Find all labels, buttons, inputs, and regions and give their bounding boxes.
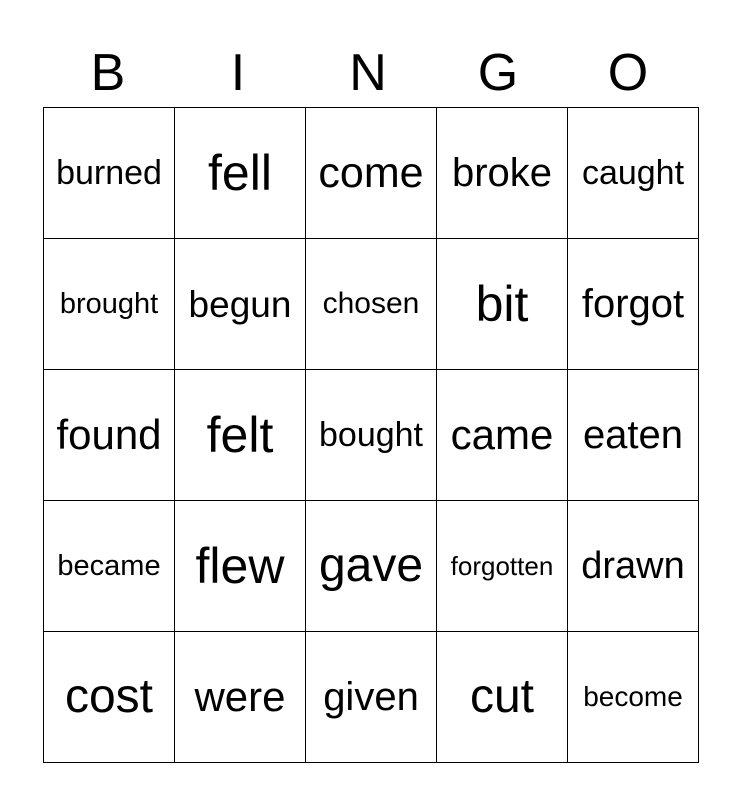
bingo-cell[interactable] [175,632,306,763]
bingo-cell-word: broke [451,151,553,195]
bingo-cell[interactable] [175,501,306,632]
bingo-cell[interactable] [44,501,175,632]
bingo-cell[interactable] [437,108,568,239]
bingo-cell-word: flew [195,538,285,594]
bingo-cell-word: gave [318,539,424,592]
bingo-cell-word: cost [64,670,154,723]
bingo-board [43,107,699,763]
bingo-cell[interactable] [437,632,568,763]
bingo-cell-word: found [56,411,162,458]
bingo-cell-word: drawn [581,545,685,587]
board-row [44,501,699,632]
bingo-cell[interactable] [306,239,437,370]
bingo-cell-word: chosen [322,287,420,320]
header-letter-o: O [607,44,649,102]
bingo-cell[interactable] [568,501,699,632]
header-letter-n: N [349,44,387,102]
bingo-cell-word: given [323,675,419,719]
board-row [44,632,699,763]
bingo-cell[interactable] [306,632,437,763]
bingo-header [43,40,693,106]
bingo-cell-word: come [318,148,424,197]
bingo-cell-word: bit [475,276,529,332]
bingo-cell-word: became [57,549,161,582]
bingo-cell-word: cut [469,670,535,723]
bingo-cell[interactable] [306,370,437,501]
bingo-cell-word: were [194,673,286,720]
bingo-cell-word: eaten [582,413,684,457]
bingo-cell-word: fell [208,145,272,201]
bingo-cell[interactable] [306,108,437,239]
board-row [44,108,699,239]
bingo-cell[interactable] [568,108,699,239]
bingo-cell-word: felt [206,407,274,463]
board-row [44,239,699,370]
bingo-cell-word: brought [59,287,159,320]
bingo-cell-word: caught [581,154,685,192]
bingo-cell[interactable] [437,370,568,501]
bingo-cell-word: begun [188,283,292,325]
header-letter-i: I [230,44,246,102]
bingo-cell[interactable] [44,632,175,763]
bingo-cell[interactable] [306,501,437,632]
header-letter-g: G [477,44,519,102]
bingo-cell[interactable] [44,108,175,239]
bingo-cell[interactable] [568,632,699,763]
bingo-cell-word: forgotten [450,550,554,581]
bingo-cell[interactable] [568,370,699,501]
bingo-cell[interactable] [175,108,306,239]
bingo-cell-word: burned [56,154,162,192]
header-letter-b: B [90,44,126,102]
board-row [44,370,699,501]
bingo-cell[interactable] [175,370,306,501]
bingo-cell[interactable] [175,239,306,370]
bingo-cell-word: forgot [581,282,685,326]
bingo-cell-word: become [583,681,683,712]
bingo-cell[interactable] [437,501,568,632]
bingo-cell-word: bought [319,416,423,454]
bingo-cell-word: came [450,411,554,458]
bingo-cell[interactable] [437,239,568,370]
bingo-cell[interactable] [44,370,175,501]
bingo-cell[interactable] [568,239,699,370]
bingo-cell[interactable] [44,239,175,370]
